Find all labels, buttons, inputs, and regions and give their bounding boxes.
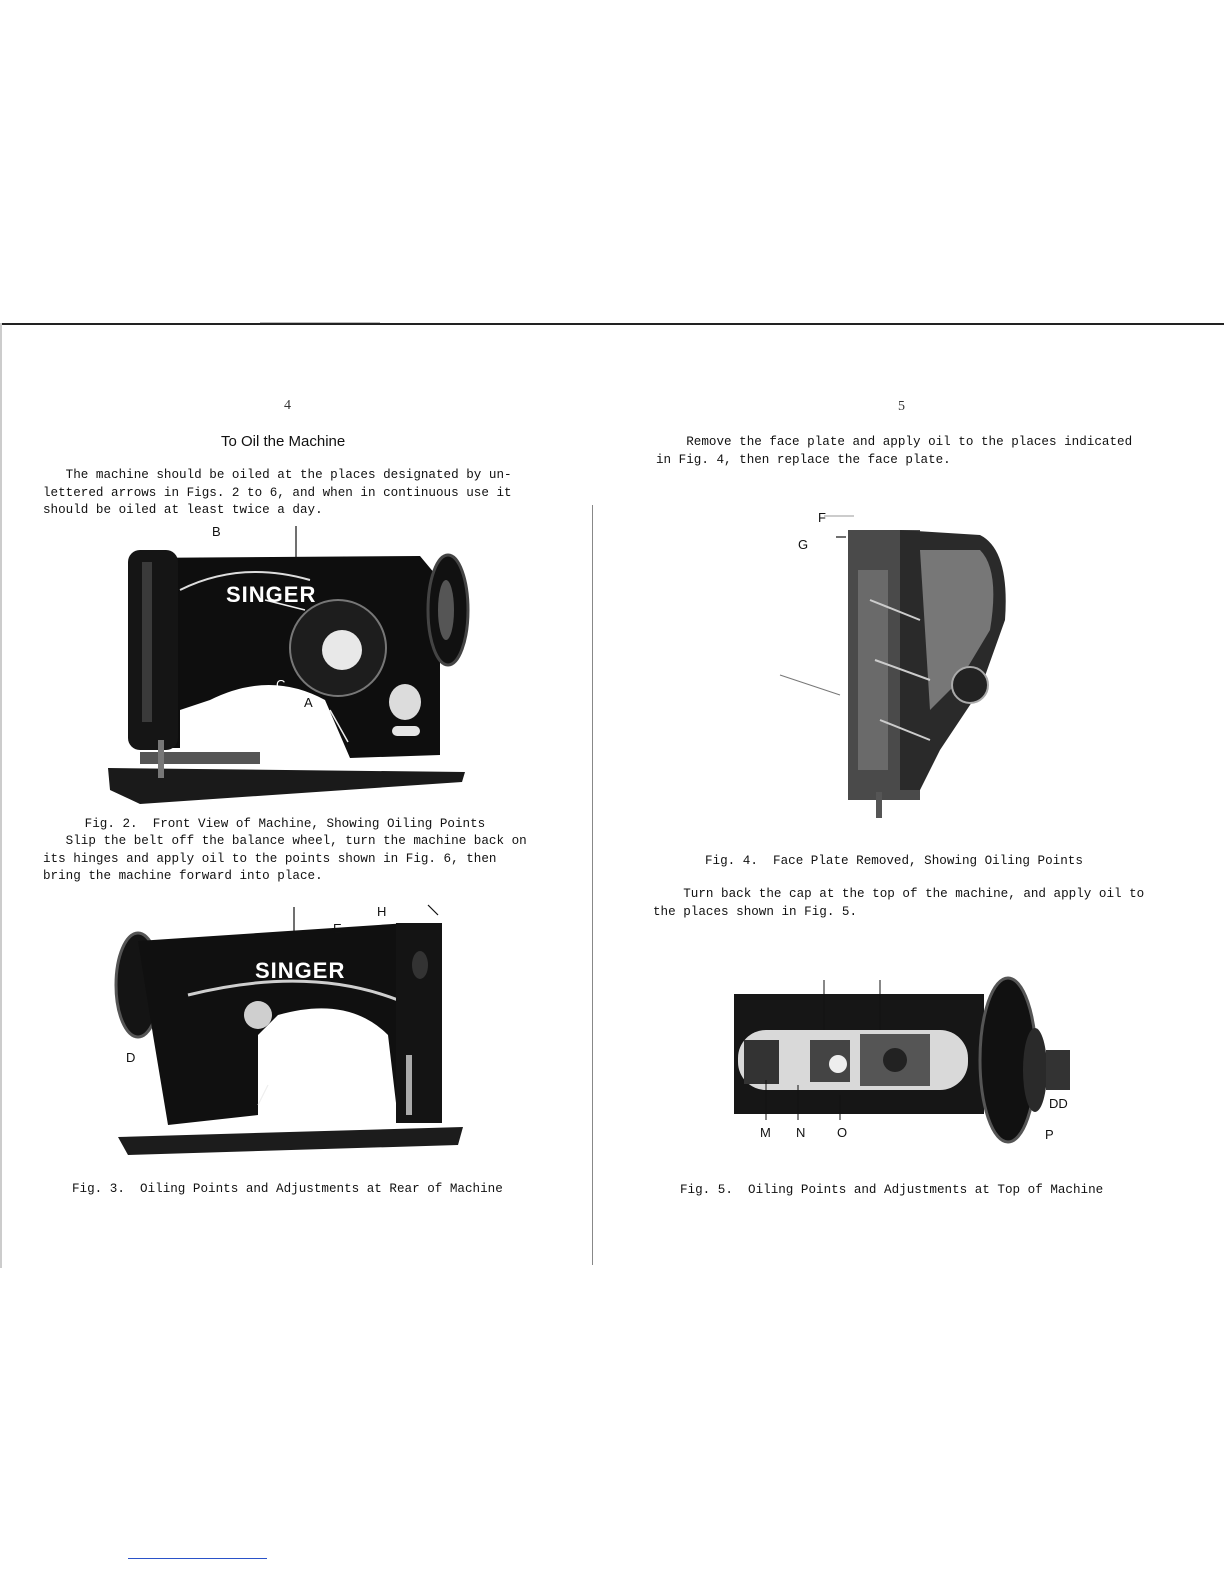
intro-line: The machine should be oiled at the places designated by un- <box>43 468 512 482</box>
left-page-number: 4 <box>284 398 291 413</box>
fig2-label-c: C <box>276 677 286 692</box>
fig4-label-g: G <box>798 537 809 552</box>
fig3-label-l: L <box>303 1045 311 1060</box>
fig2-front-view-image <box>100 520 480 810</box>
face-plate-line: in Fig. 4, then replace the face plate. <box>656 452 951 467</box>
intro-line: should be oiled at least twice a day. <box>43 503 323 517</box>
fig3-label-e: E <box>333 921 342 936</box>
face-plate-line: Remove the face plate and apply oil to the places indicated <box>656 435 1133 449</box>
fig5-caption: Fig. 5. Oiling Points and Adjustments at Top of Machine <box>680 1183 1104 1197</box>
cap-paragraph <box>653 886 1144 921</box>
fig5-label-p: P <box>1045 1127 1054 1142</box>
section-heading: To Oil the Machine <box>221 433 346 450</box>
fig5-label-o: O <box>837 1125 848 1140</box>
fig3-label-h: H <box>377 904 387 919</box>
fig2-caption: Fig. 2. Front View of Machine, Showing Oiling Points <box>62 817 486 831</box>
cap-line: Turn back the cap at the top of the machine, and apply oil to <box>653 887 1145 901</box>
belt-line: Slip the belt off the balance wheel, turn the machine back on <box>43 834 527 848</box>
fig2-brand-logo: SINGER <box>226 582 317 607</box>
right-page-number: 5 <box>898 399 905 414</box>
fig5-label-m: M <box>760 1125 771 1140</box>
face-plate-paragraph <box>656 434 1132 469</box>
bottom-link-line <box>128 1558 267 1559</box>
cap-line: the places shown in Fig. 5. <box>653 904 858 919</box>
fig2-label-a: A <box>304 695 313 710</box>
fig3-caption: Fig. 3. Oiling Points and Adjustments at Rear of Machine <box>72 1182 503 1196</box>
page-spine <box>592 505 593 1265</box>
fig4-face-plate-image <box>780 510 1020 820</box>
fig5-top-view-image <box>730 970 1080 1160</box>
belt-paragraph <box>43 833 527 886</box>
fig3-rear-view-image <box>108 905 468 1165</box>
intro-line: lettered arrows in Figs. 2 to 6, and when in continuous use it <box>43 485 512 500</box>
top-rule-fade <box>260 322 380 323</box>
fig5-label-dd: DD <box>1049 1096 1068 1111</box>
belt-line: bring the machine forward into place. <box>43 869 323 883</box>
fig5-label-n: N <box>796 1125 806 1140</box>
fig3-label-d: D <box>126 1050 136 1065</box>
page-left-edge <box>0 323 2 1268</box>
fig4-caption: Fig. 4. Face Plate Removed, Showing Oiling Points <box>705 854 1083 868</box>
top-rule <box>0 323 1224 325</box>
belt-line: its hinges and apply oil to the points shown in Fig. 6, then <box>43 851 497 866</box>
intro-paragraph <box>43 467 512 520</box>
fig4-label-f: F <box>818 510 826 525</box>
fig2-label-b: B <box>212 524 221 539</box>
fig3-brand-logo: SINGER <box>255 958 346 983</box>
